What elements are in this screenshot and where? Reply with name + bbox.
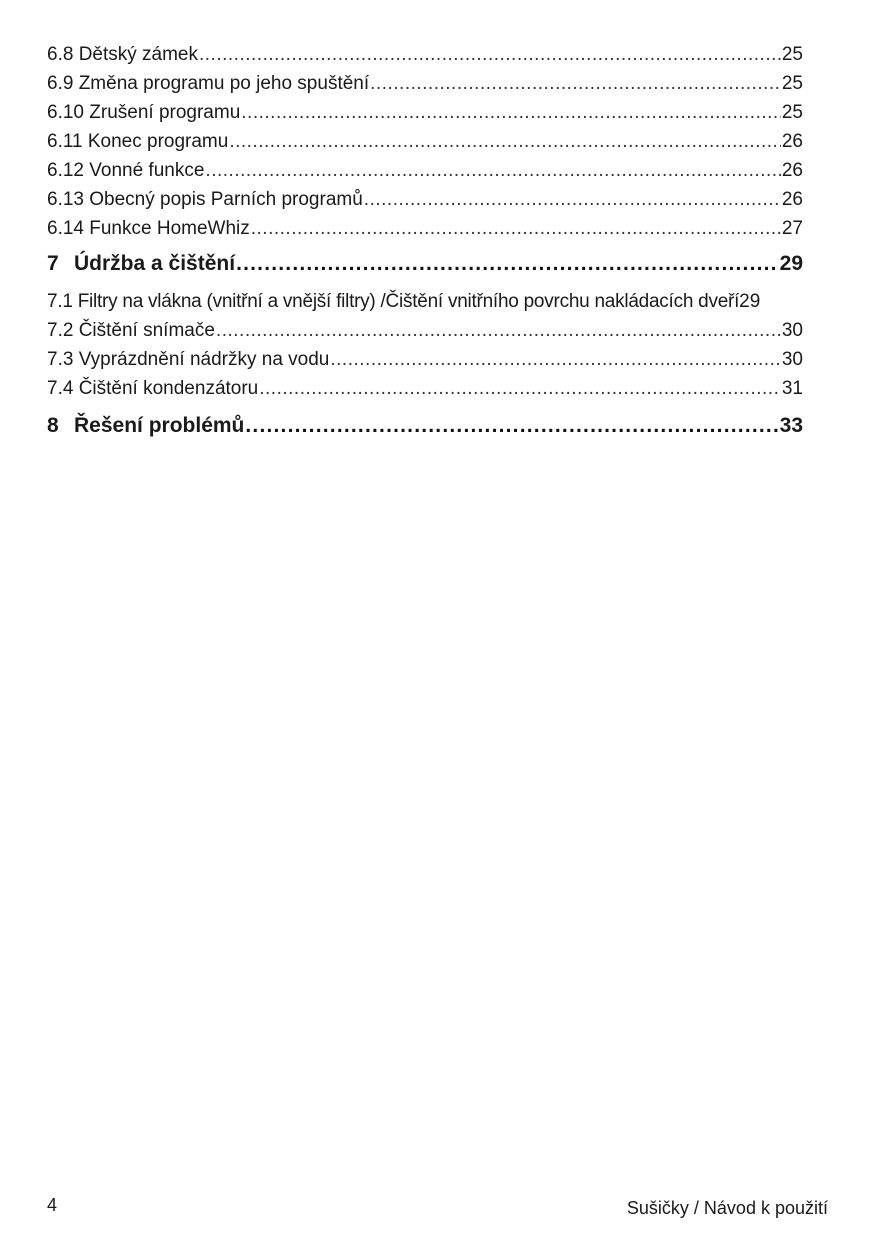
- toc-entry-7-2[interactable]: [47, 316, 803, 345]
- toc-entry-label: 6.9 Změna programu po jeho spuštění: [47, 73, 370, 94]
- toc-entry-page: 29: [739, 291, 761, 312]
- dot-leader: [259, 374, 781, 403]
- toc-entry-page: 25: [781, 44, 803, 65]
- toc-entry-6-8[interactable]: [47, 40, 803, 69]
- toc-entry-label: 7.3 Vyprázdnění nádržky na vodu: [47, 349, 330, 370]
- toc-chapter-title: Údržba a čištění: [74, 252, 236, 275]
- toc-chapter-page: 33: [779, 414, 803, 437]
- toc-entry-page: 26: [781, 189, 803, 210]
- toc-chapter-8[interactable]: [47, 406, 803, 446]
- toc-chapter-7[interactable]: [47, 244, 803, 284]
- dot-leader: [205, 156, 780, 185]
- toc-chapter-label: [47, 406, 244, 446]
- toc-entry-label: 6.8 Dětský zámek: [47, 44, 198, 65]
- toc-entry-7-3[interactable]: [47, 345, 803, 374]
- dot-leader: [251, 214, 781, 243]
- toc-chapter-label: [47, 244, 235, 284]
- toc-entry-label: 7.4 Čištění kondenzátoru: [47, 378, 259, 399]
- dot-leader: [216, 316, 781, 345]
- toc-entry-label: 6.13 Obecný popis Parních programů: [47, 189, 363, 210]
- dot-leader: [229, 127, 781, 156]
- toc-entry-label: 6.12 Vonné funkce: [47, 160, 205, 181]
- toc-entry-label: 6.10 Zrušení programu: [47, 102, 241, 123]
- footer-page-number: 4: [47, 1195, 58, 1215]
- toc-entry-6-11[interactable]: [47, 127, 803, 156]
- toc-entry-label: 7.1 Filtry na vlákna (vnitřní a vnější filtry) /Čištění vnitřního povrchu nakládacích dveří: [47, 291, 740, 312]
- toc-chapter-title: Řešení problémů: [74, 414, 245, 437]
- toc-entry-6-14[interactable]: [47, 214, 803, 243]
- toc-entry-6-13[interactable]: [47, 185, 803, 214]
- dot-leader: [236, 244, 779, 284]
- toc-chapter-number: 8: [47, 414, 59, 437]
- dot-leader: [199, 40, 781, 69]
- footer-document-title: Sušičky / Návod k použití: [626, 1198, 828, 1218]
- dot-leader: [364, 185, 781, 214]
- toc-entry-7-4[interactable]: [47, 374, 803, 403]
- dot-leader: [330, 345, 780, 374]
- toc-entry-page: 25: [781, 73, 803, 94]
- toc-entry-6-12[interactable]: [47, 156, 803, 185]
- toc-chapter-number: 7: [47, 252, 59, 275]
- toc-entry-7-1[interactable]: [47, 287, 803, 316]
- toc-entry-label: 6.11 Konec programu: [47, 131, 229, 152]
- toc-entry-page: 25: [781, 102, 803, 123]
- toc-entry-label: 6.14 Funkce HomeWhiz: [47, 218, 250, 239]
- toc-entry-page: 26: [781, 131, 803, 152]
- toc-entry-6-10[interactable]: [47, 98, 803, 127]
- toc-entry-6-9[interactable]: [47, 69, 803, 98]
- dot-leader: [370, 69, 781, 98]
- toc-entry-page: 26: [781, 160, 803, 181]
- toc-chapter-page: 29: [779, 252, 803, 275]
- toc-entry-page: 30: [781, 320, 803, 341]
- toc-entry-page: 31: [781, 378, 803, 399]
- toc-entry-page: 30: [781, 349, 803, 370]
- table-of-contents: [47, 40, 803, 446]
- toc-entry-page: 27: [781, 218, 803, 239]
- dot-leader: [245, 406, 778, 446]
- toc-entry-label: 7.2 Čištění snímače: [47, 320, 215, 341]
- dot-leader: [241, 98, 781, 127]
